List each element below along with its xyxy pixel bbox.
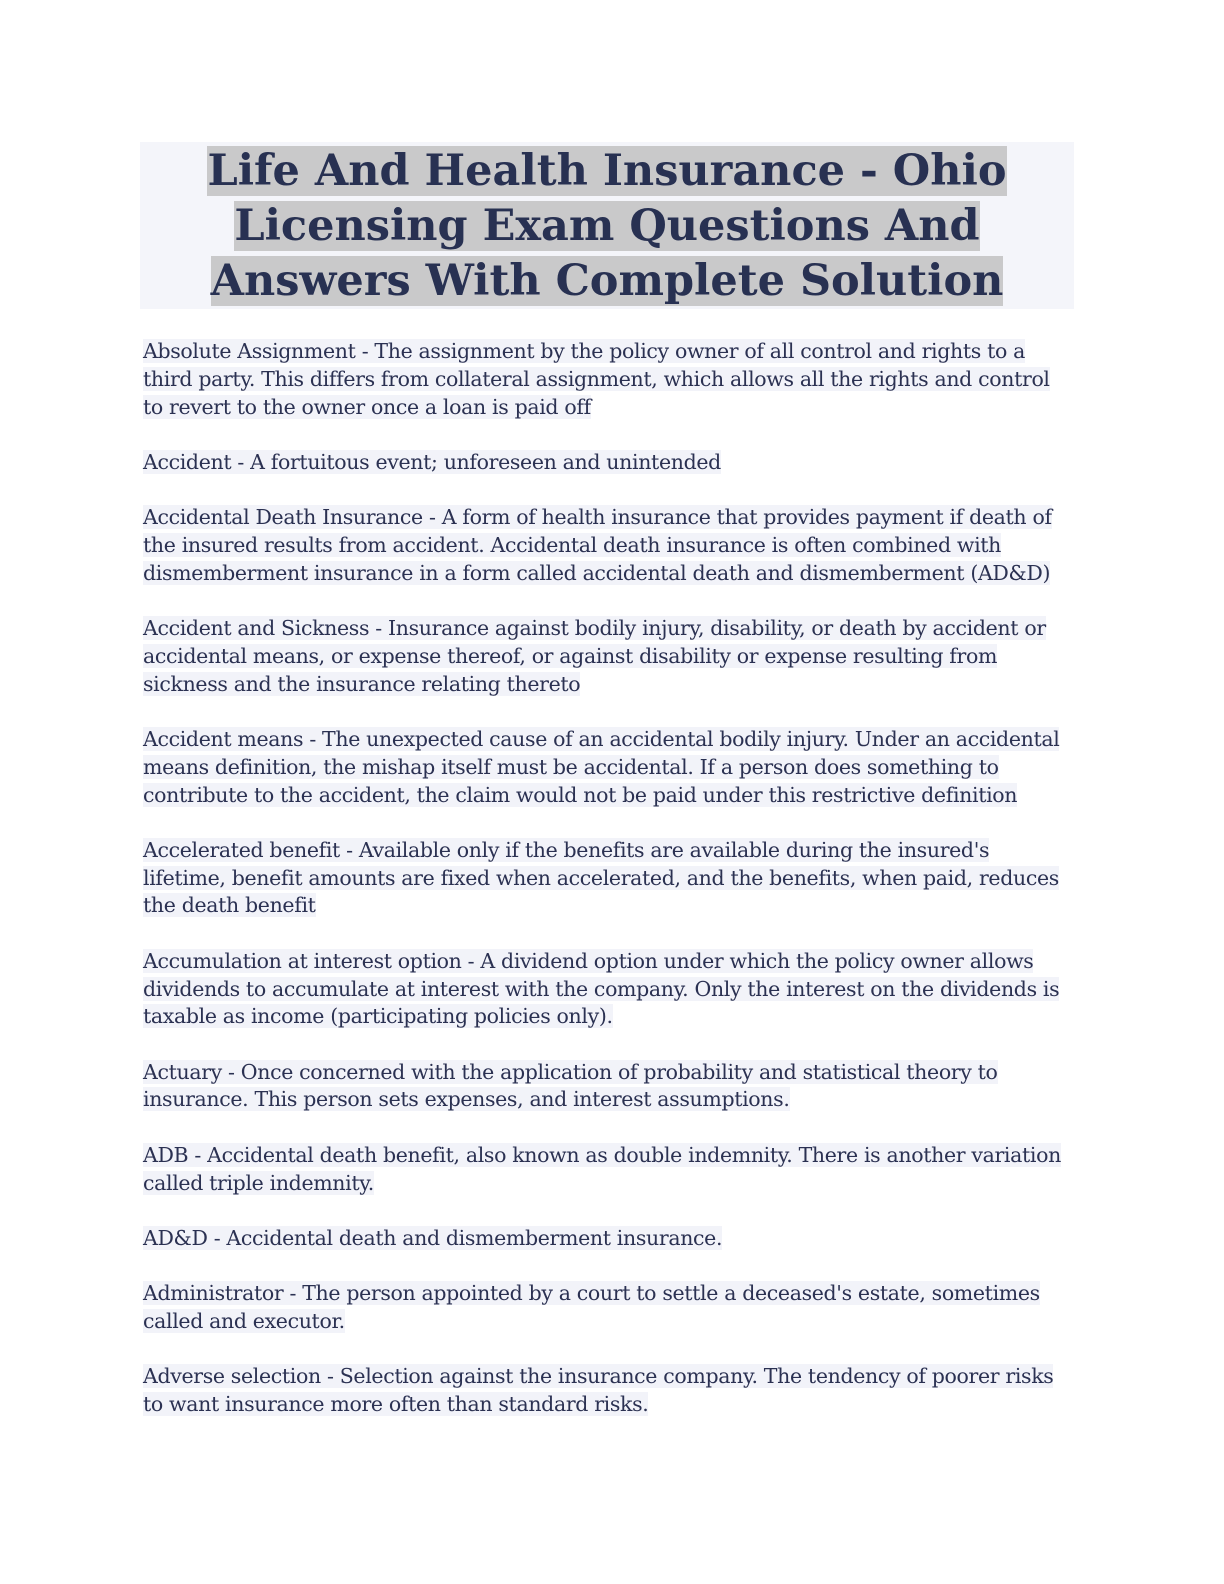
entry-text: Adverse selection - Selection against the insurance company. The tendency of poorer risks to want insurance more often than standard risks. [143,1364,1054,1417]
entry-text: Accident - A fortuitous event; unforeseen and unintended [143,449,721,474]
glossary-entry [143,615,1074,698]
entry-text: Accidental Death Insurance - A form of health insurance that provides payment if death of the insured results from accident. Accidental death insurance is often combined with dismemberment insurance in a form called accidental death and dismemberment (AD&D) [143,505,1052,585]
entry-text: Accident and Sickness - Insurance against bodily injury, disability, or death by accident or accidental means, or expense thereof, or against disability or expense resulting from sickness and the insurance relating thereto [143,616,1046,696]
entry-text: Accident means - The unexpected cause of an accidental bodily injury. Under an accidental means definition, the mishap itself must be accidental. If a person does something to contribute to the accident, the claim would not be paid under this restrictive definition [143,726,1060,807]
document-title-text: Life And Health Insurance - Ohio Licensing Exam Questions And Answers With Complete Solution [207,146,1007,306]
glossary-entry [143,1225,1074,1253]
entry-text: Accumulation at interest option - A dividend option under which the policy owner allows dividends to accumulate at interest with the company. Only the interest on the dividends is taxable as income (participating policies only). [143,948,1060,1029]
glossary-entry [143,1280,1074,1336]
glossary-entry [143,948,1074,1031]
entry-text: ADB - Accidental death benefit, also known as double indemnity. There is another variation called triple indemnity. [143,1142,1061,1195]
glossary-entry [143,1363,1074,1419]
glossary-entry [143,338,1074,421]
document-title [140,144,1074,309]
entry-text: Absolute Assignment - The assignment by the policy owner of all control and rights to a third party. This differs from collateral assignment, which allows all the rights and control to revert to the owner once a loan is paid off [143,339,1050,419]
title-block [140,142,1074,309]
entry-text: Administrator - The person appointed by a court to settle a deceased's estate, sometimes called and executor. [143,1281,1040,1333]
glossary-entries [140,338,1074,1419]
glossary-entry [143,1142,1074,1198]
entry-text: Accelerated benefit - Available only if the benefits are available during the insured's lifetime, benefit amounts are fixed when accelerated, and the benefits, when paid, reduces the death benefit [143,837,1059,918]
document-page [140,142,1074,1446]
glossary-entry [143,837,1074,920]
entry-text: AD&D - Accidental death and dismemberment insurance. [143,1225,723,1250]
glossary-entry [143,449,1074,477]
glossary-entry [143,726,1074,809]
entry-text: Actuary - Once concerned with the application of probability and statistical theory to insurance. This person sets expenses, and interest assumptions. [143,1059,998,1112]
glossary-entry [143,1059,1074,1115]
glossary-entry [143,504,1074,587]
